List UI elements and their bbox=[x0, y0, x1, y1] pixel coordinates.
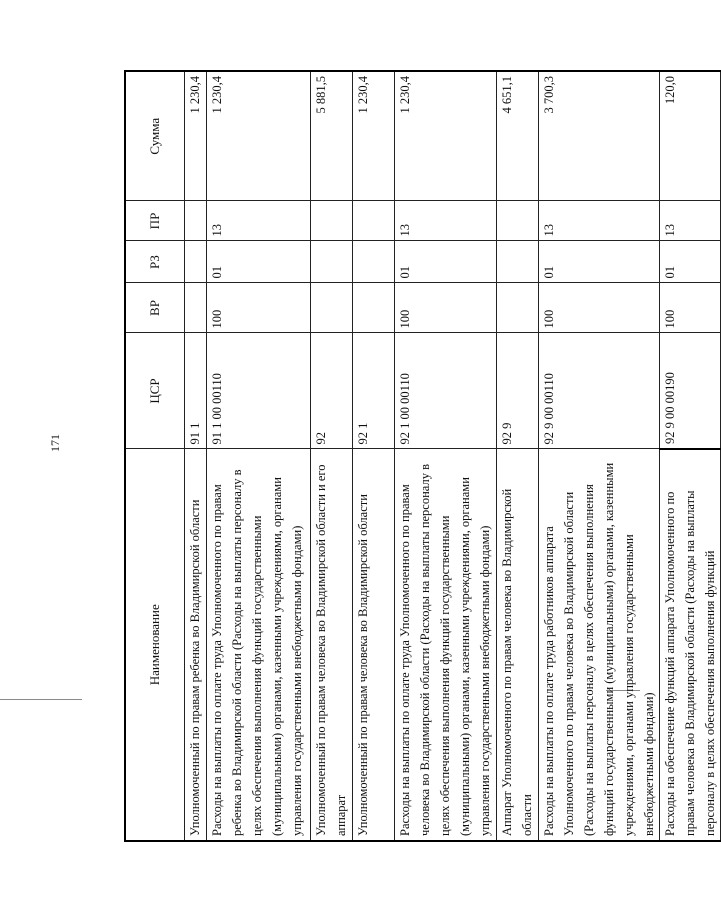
cell-sum: 1 230,4 bbox=[395, 71, 497, 201]
table-row bbox=[395, 71, 497, 841]
cell-name: Расходы на выплаты по оплате труда работников аппарата Уполномоченного по правам человека во Владимирской области (Расходы на выплаты персоналу в целях обеспечения выполнения функций государственными (муниципальными) органами, казенными учреждениями, органами управления государственными внебюджетными фондами) bbox=[539, 449, 660, 841]
table-row bbox=[660, 71, 721, 841]
cell-name: Уполномоченный по правам ребенка во Владимирской области bbox=[185, 449, 207, 841]
cell-vr: 100 bbox=[207, 283, 311, 333]
cell-vr: 100 bbox=[660, 283, 721, 333]
cell-vr bbox=[353, 283, 395, 333]
cell-name: Уполномоченный по правам человека во Владимирской области и его аппарат bbox=[311, 449, 353, 841]
cell-name: Аппарат Уполномоченного по правам человека во Владимирской области bbox=[497, 449, 539, 841]
cell-pr: 13 bbox=[207, 201, 311, 241]
cell-rz bbox=[185, 241, 207, 283]
cell-rz: 01 bbox=[395, 241, 497, 283]
page-number: 171 bbox=[48, 434, 62, 452]
header-rz: РЗ bbox=[125, 241, 185, 283]
cell-csr: 92 9 00 00190 bbox=[660, 333, 721, 449]
rotated-table-container bbox=[124, 72, 717, 842]
cell-sum: 5 881,5 bbox=[311, 71, 353, 201]
cell-vr: 100 bbox=[395, 283, 497, 333]
cell-csr: 92 9 00 00110 bbox=[539, 333, 660, 449]
cell-sum: 3 700,3 bbox=[539, 71, 660, 201]
header-pr: ПР bbox=[125, 201, 185, 241]
header-csr: ЦСР bbox=[125, 333, 185, 449]
table-row bbox=[497, 71, 539, 841]
cell-sum: 120,0 bbox=[660, 71, 721, 201]
cell-vr bbox=[311, 283, 353, 333]
cell-sum: 4 651,1 bbox=[497, 71, 539, 201]
header-vr: ВР bbox=[125, 283, 185, 333]
cell-csr: 91 1 bbox=[185, 333, 207, 449]
cell-sum: 1 230,4 bbox=[353, 71, 395, 201]
cell-rz: 01 bbox=[207, 241, 311, 283]
header-name: Наименование bbox=[125, 449, 185, 841]
cell-vr bbox=[497, 283, 539, 333]
cell-csr: 92 9 bbox=[497, 333, 539, 449]
cell-pr bbox=[497, 201, 539, 241]
table-row bbox=[539, 71, 660, 841]
cell-pr: 13 bbox=[395, 201, 497, 241]
cell-sum: 1 230,4 bbox=[185, 71, 207, 201]
table-header-row bbox=[125, 71, 185, 841]
cell-name: Расходы на выплаты по оплате труда Уполномоченного по правам человека во Владимирской области (Расходы на выплаты персоналу в целях обеспечения выполнения функций государственными (муниципальными) органами, казенными учреждениями, органами управления государственными внебюджетными фондами) bbox=[395, 449, 497, 841]
cell-csr: 92 1 00 00110 bbox=[395, 333, 497, 449]
margin-rule bbox=[0, 699, 82, 700]
budget-table bbox=[124, 70, 721, 842]
cell-rz: 01 bbox=[660, 241, 721, 283]
cell-vr: 100 bbox=[539, 283, 660, 333]
cell-csr: 92 1 bbox=[353, 333, 395, 449]
header-sum: Сумма bbox=[125, 71, 185, 201]
cell-rz: 01 bbox=[539, 241, 660, 283]
table-row bbox=[311, 71, 353, 841]
cell-pr: 13 bbox=[660, 201, 721, 241]
table-row bbox=[353, 71, 395, 841]
cell-name: Уполномоченный по правам человека во Владимирской области bbox=[353, 449, 395, 841]
cell-pr bbox=[353, 201, 395, 241]
cell-name: Расходы на выплаты по оплате труда Уполномоченного по правам ребенка во Владимирской области (Расходы на выплаты персоналу в целях обеспечения выполнения функций государственными (муниципальными) органами, казенными учреждениями, органами управления государственными внебюджетными фондами) bbox=[207, 449, 311, 841]
cell-pr bbox=[311, 201, 353, 241]
cell-csr: 91 1 00 00110 bbox=[207, 333, 311, 449]
cell-rz bbox=[497, 241, 539, 283]
cell-csr: 92 bbox=[311, 333, 353, 449]
cell-pr: 13 bbox=[539, 201, 660, 241]
cell-pr bbox=[185, 201, 207, 241]
table-row bbox=[185, 71, 207, 841]
cell-name: Расходы на обеспечение функций аппарата Уполномоченного по правам человека во Владимирской области (Расходы на выплаты персоналу в целях обеспечения выполнения функций bbox=[660, 449, 721, 841]
cell-vr bbox=[185, 283, 207, 333]
cell-sum: 1 230,4 bbox=[207, 71, 311, 201]
cell-rz bbox=[311, 241, 353, 283]
table-row bbox=[207, 71, 311, 841]
cell-rz bbox=[353, 241, 395, 283]
